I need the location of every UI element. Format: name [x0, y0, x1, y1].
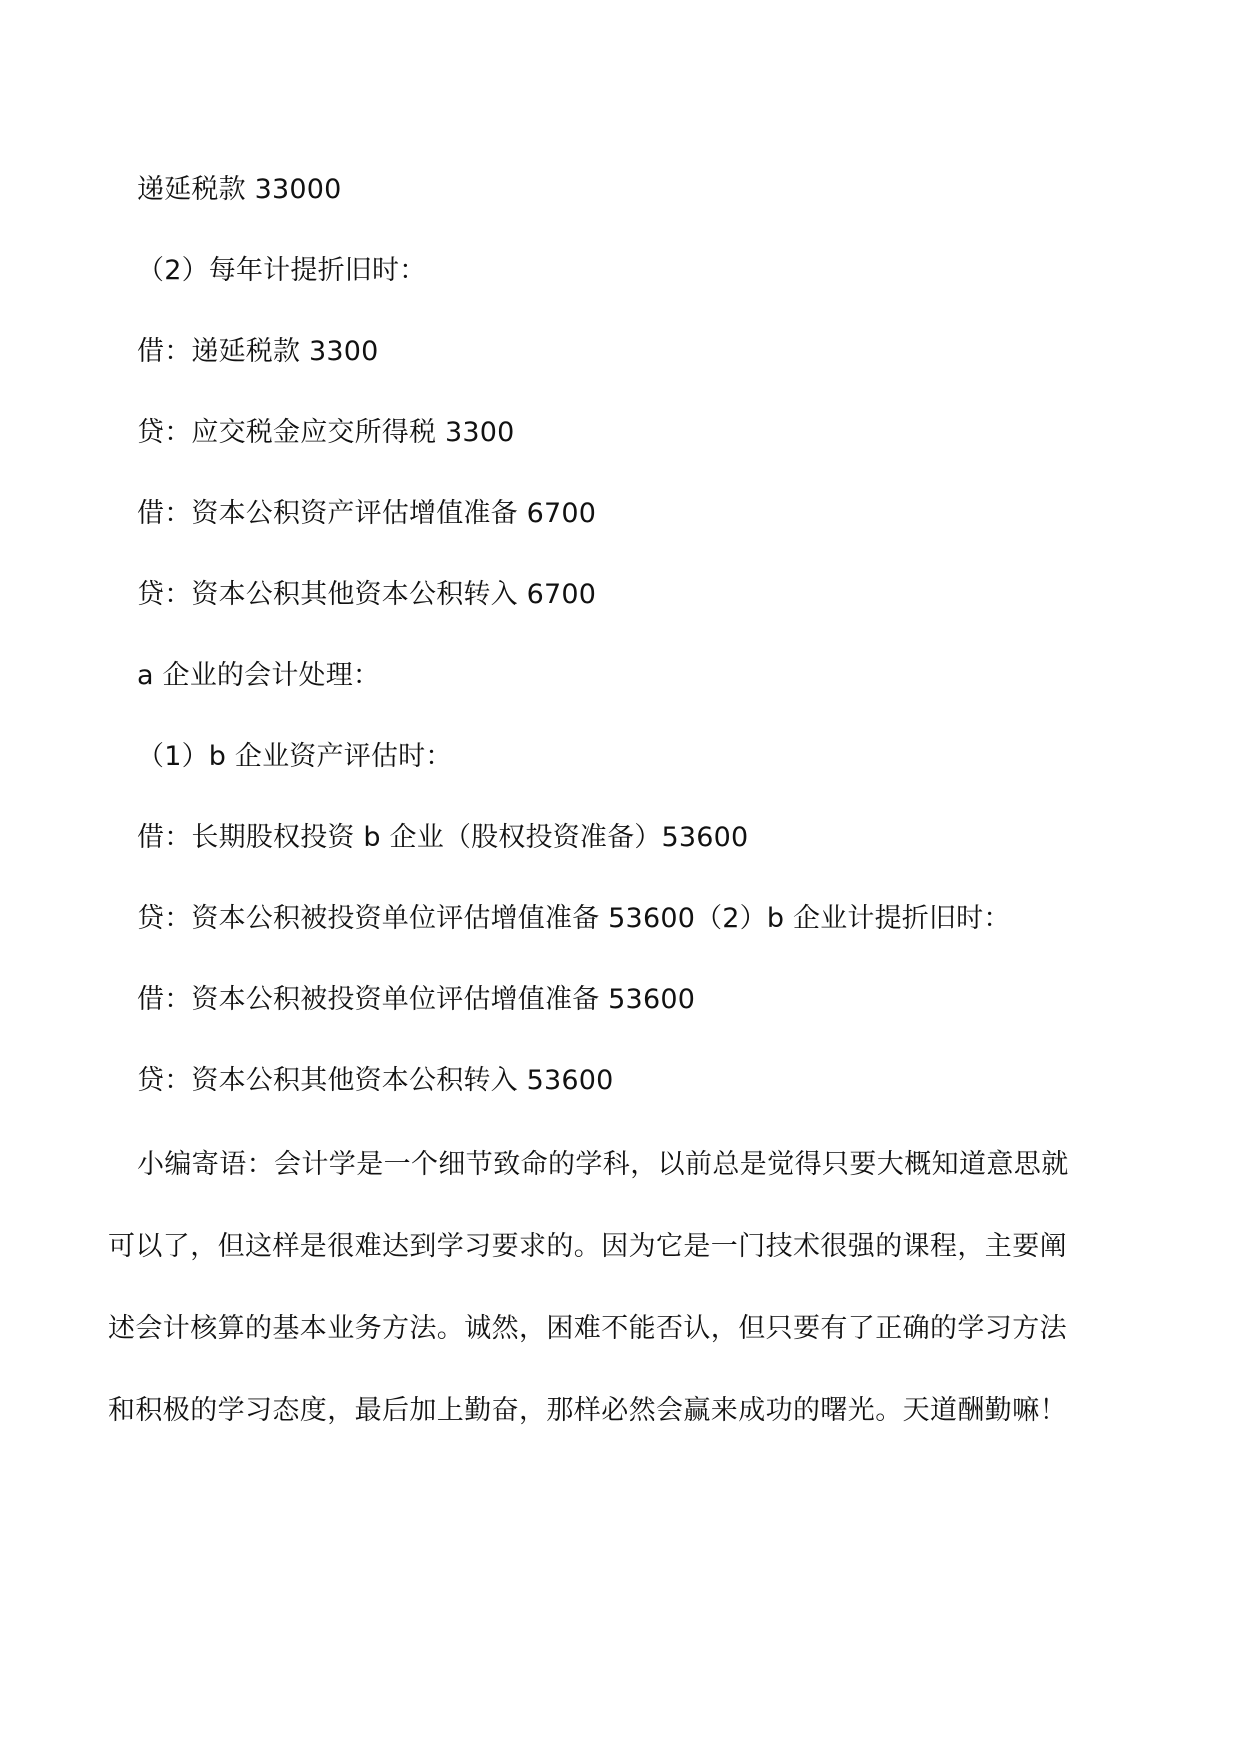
text-line-debit-invested-unit-reserve: 借：资本公积被投资单位评估增值准备 53600 [137, 984, 696, 1015]
text-line-credit-income-tax: 贷：应交税金应交所得税 3300 [137, 417, 515, 448]
text-line-company-a-heading: a 企业的会计处理： [137, 660, 381, 691]
text-line-debit-long-term-equity: 借：长期股权投资 b 企业（股权投资准备）53600 [137, 822, 749, 853]
closing-paragraph-line-4: 和积极的学习态度，最后加上勤奋，那样必然会赢来成功的曙光。天道酬勤嘛！ [108, 1395, 1067, 1426]
text-line-debit-capital-reserve: 借：资本公积资产评估增值准备 6700 [137, 498, 597, 529]
closing-paragraph [108, 1124, 1148, 1452]
closing-paragraph-line-3: 述会计核算的基本业务方法。诚然，困难不能否认，但只要有了正确的学习方法 [108, 1313, 1067, 1344]
text-line-credit-other-capital: 贷：资本公积其他资本公积转入 6700 [137, 579, 597, 610]
closing-paragraph-line-2: 可以了，但这样是很难达到学习要求的。因为它是一门技术很强的课程，主要阐 [108, 1231, 1067, 1262]
text-line-company-b-valuation: （1）b 企业资产评估时： [137, 741, 453, 772]
closing-paragraph-line-1: 小编寄语：会计学是一个细节致命的学科，以前总是觉得只要大概知道意思就 [137, 1149, 1069, 1180]
text-line-credit-invested-unit-reserve: 贷：资本公积被投资单位评估增值准备 53600（2）b 企业计提折旧时： [137, 903, 1011, 934]
text-line-deferred-tax-33000: 递延税款 33000 [137, 174, 342, 205]
text-line-debit-deferred-tax: 借：递延税款 3300 [137, 336, 379, 367]
text-line-annual-depreciation-heading: （2）每年计提折旧时： [137, 255, 427, 286]
text-line-credit-other-capital-53600: 贷：资本公积其他资本公积转入 53600 [137, 1065, 614, 1096]
